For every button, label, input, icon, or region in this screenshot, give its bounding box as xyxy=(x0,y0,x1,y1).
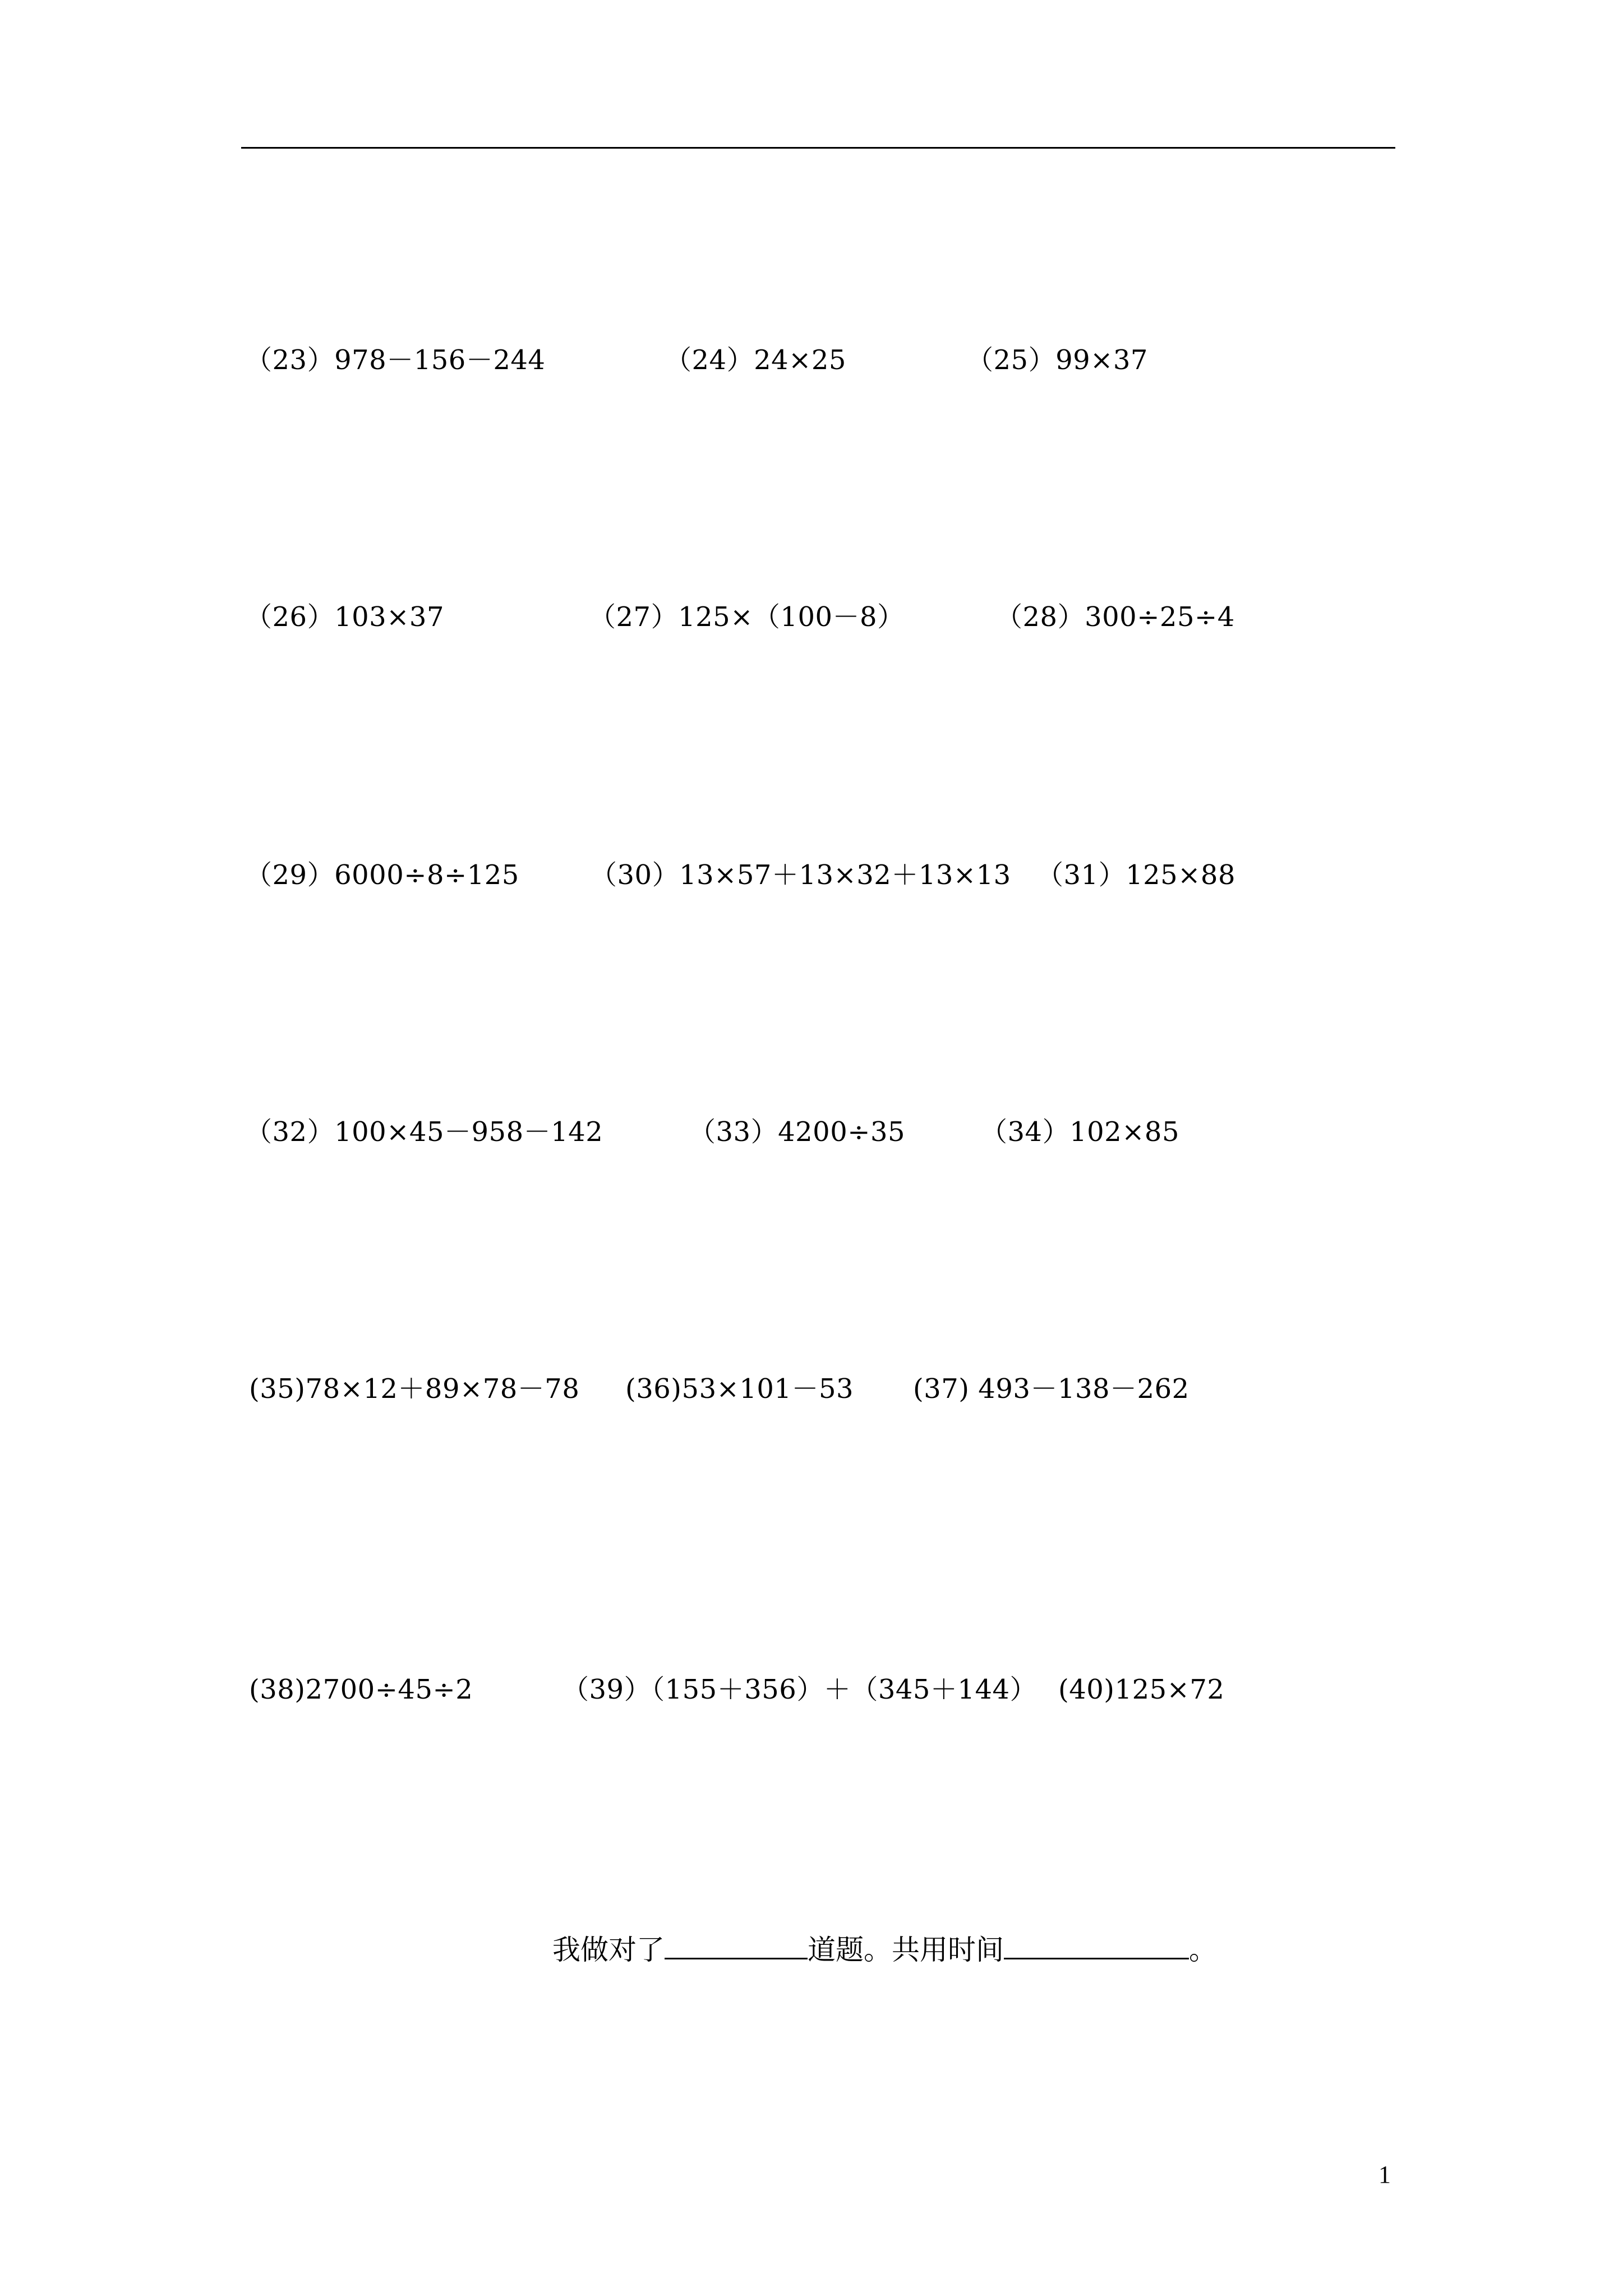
problem-29: （29）6000÷8÷125 xyxy=(245,859,519,891)
problem-40: (40)125×72 xyxy=(1058,1674,1225,1705)
time-used-blank[interactable] xyxy=(1004,1931,1189,1959)
problem-25: （25）99×37 xyxy=(966,344,1148,376)
page-number: 1 xyxy=(1378,2161,1391,2188)
problem-33: （33）4200÷35 xyxy=(689,1116,906,1148)
problem-26: （26）103×37 xyxy=(245,601,444,633)
problem-24: （24）24×25 xyxy=(665,344,846,376)
problem-28: （28）300÷25÷4 xyxy=(995,601,1235,633)
footer-middle: 道题。共用时间 xyxy=(808,1934,1004,1966)
footer-prefix: 我做对了 xyxy=(552,1934,665,1966)
score-footer xyxy=(552,1931,1217,1968)
problem-38: (38)2700÷45÷2 xyxy=(249,1674,473,1705)
problem-35: (35)78×12＋89×78－78 xyxy=(249,1373,580,1405)
problem-32: （32）100×45－958－142 xyxy=(245,1116,603,1148)
problem-23: （23）978－156－244 xyxy=(245,344,546,376)
problem-37: (37) 493－138－262 xyxy=(913,1373,1189,1405)
footer-suffix: 。 xyxy=(1189,1934,1217,1966)
correct-count-blank[interactable] xyxy=(665,1931,808,1959)
problem-39: （39）（155＋356）＋（345＋144） xyxy=(562,1674,1038,1705)
problem-31: （31）125×88 xyxy=(1036,859,1235,891)
problem-27: （27）125×（100－8） xyxy=(589,601,905,633)
problem-36: (36)53×101－53 xyxy=(625,1373,854,1405)
header-rule xyxy=(241,147,1395,149)
problem-30: （30）13×57＋13×32＋13×13 xyxy=(590,859,1011,891)
problem-34: （34）102×85 xyxy=(980,1116,1179,1148)
